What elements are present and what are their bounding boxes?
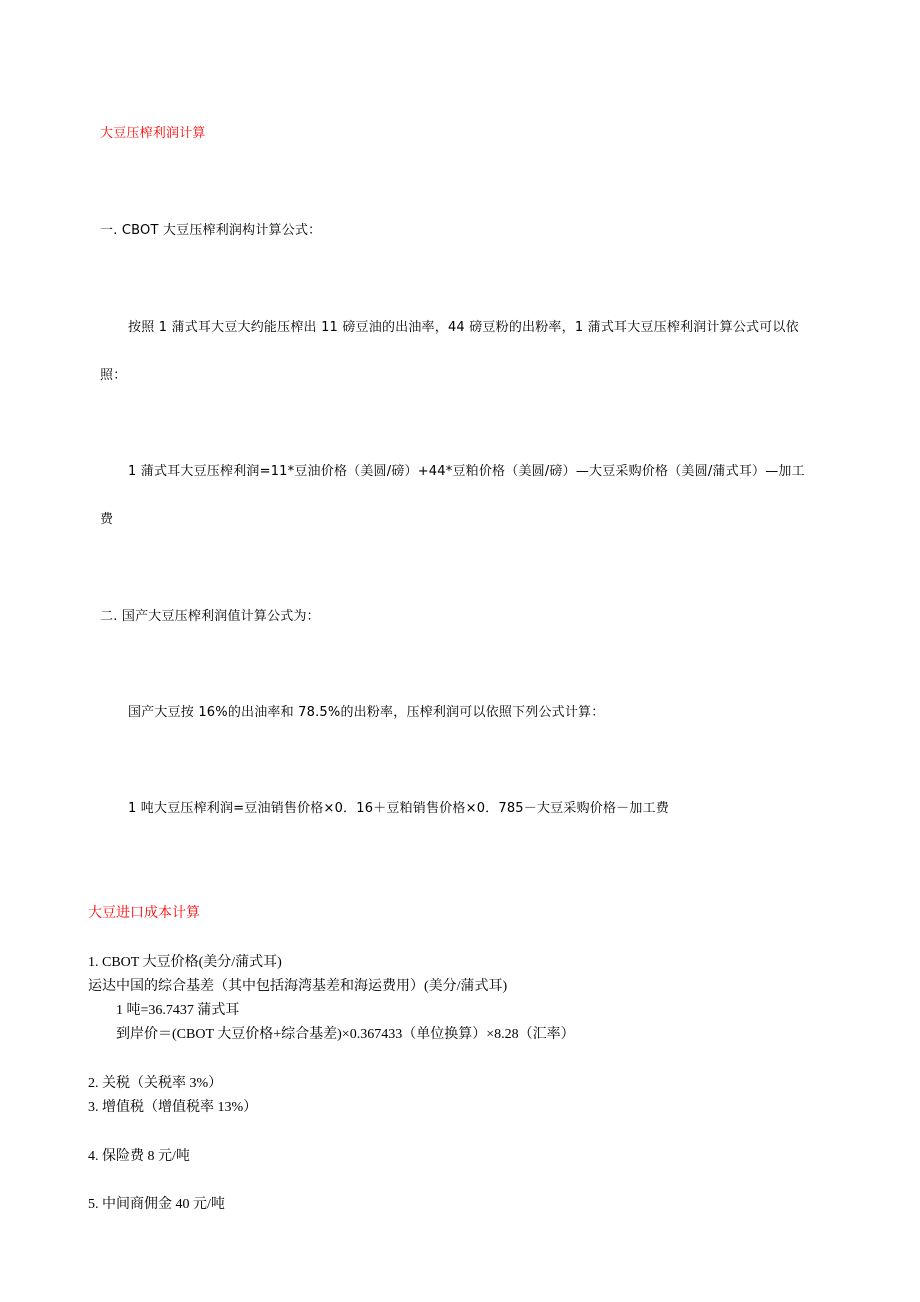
section-title-import-cost: 大豆进口成本计算 — [88, 906, 200, 921]
list-item-4-insurance: 4. 保险费 8 元/吨 — [88, 1149, 190, 1164]
list-item-1-basis: 运达中国的综合基差（其中包括海湾基差和海运费用）(美分/蒲式耳) — [88, 979, 508, 994]
cbot-intro-paragraph-line2: 照： — [100, 368, 127, 383]
domestic-formula: 1 吨大豆压榨利润=豆油销售价格×0．16＋豆粕销售价格×0．785－大豆采购价格－加工费 — [128, 801, 669, 816]
list-item-1-cbot-price: 1. CBOT 大豆价格(美分/蒲式耳) — [88, 955, 282, 970]
domestic-formula-heading: 二. 国产大豆压榨利润值计算公式为： — [100, 609, 320, 624]
list-item-3-vat: 3. 增值税（增值税率 13%） — [88, 1100, 258, 1115]
list-item-1-landed-price: 到岸价＝(CBOT 大豆价格+综合基差)×0.367433（单位换算）×8.28（汇率） — [116, 1027, 575, 1042]
cbot-formula-heading: 一. CBOT 大豆压榨利润构计算公式： — [100, 223, 322, 238]
domestic-intro-paragraph: 国产大豆按 16%的出油率和 78.5%的出粉率，压榨利润可以依照下列公式计算： — [128, 705, 605, 720]
list-item-5-commission: 5. 中间商佣金 40 元/吨 — [88, 1197, 225, 1212]
list-item-1-conversion: 1 吨=36.7437 蒲式耳 — [116, 1003, 240, 1018]
section-title-crush-profit: 大豆压榨利润计算 — [100, 126, 206, 141]
cbot-intro-paragraph-line1: 按照 1 蒲式耳大豆大约能压榨出 11 磅豆油的出油率，44 磅豆粉的出粉率，1 蒲式耳大豆压榨利润计算公式可以依 — [128, 320, 799, 335]
cbot-formula-line1: 1 蒲式耳大豆压榨利润=11*豆油价格（美圆/磅）+44*豆粕价格（美圆/磅）—大豆采购价格（美圆/蒲式耳）—加工 — [128, 464, 805, 479]
cbot-formula-line2: 费 — [100, 512, 114, 527]
list-item-2-tariff: 2. 关税（关税率 3%） — [88, 1076, 223, 1091]
